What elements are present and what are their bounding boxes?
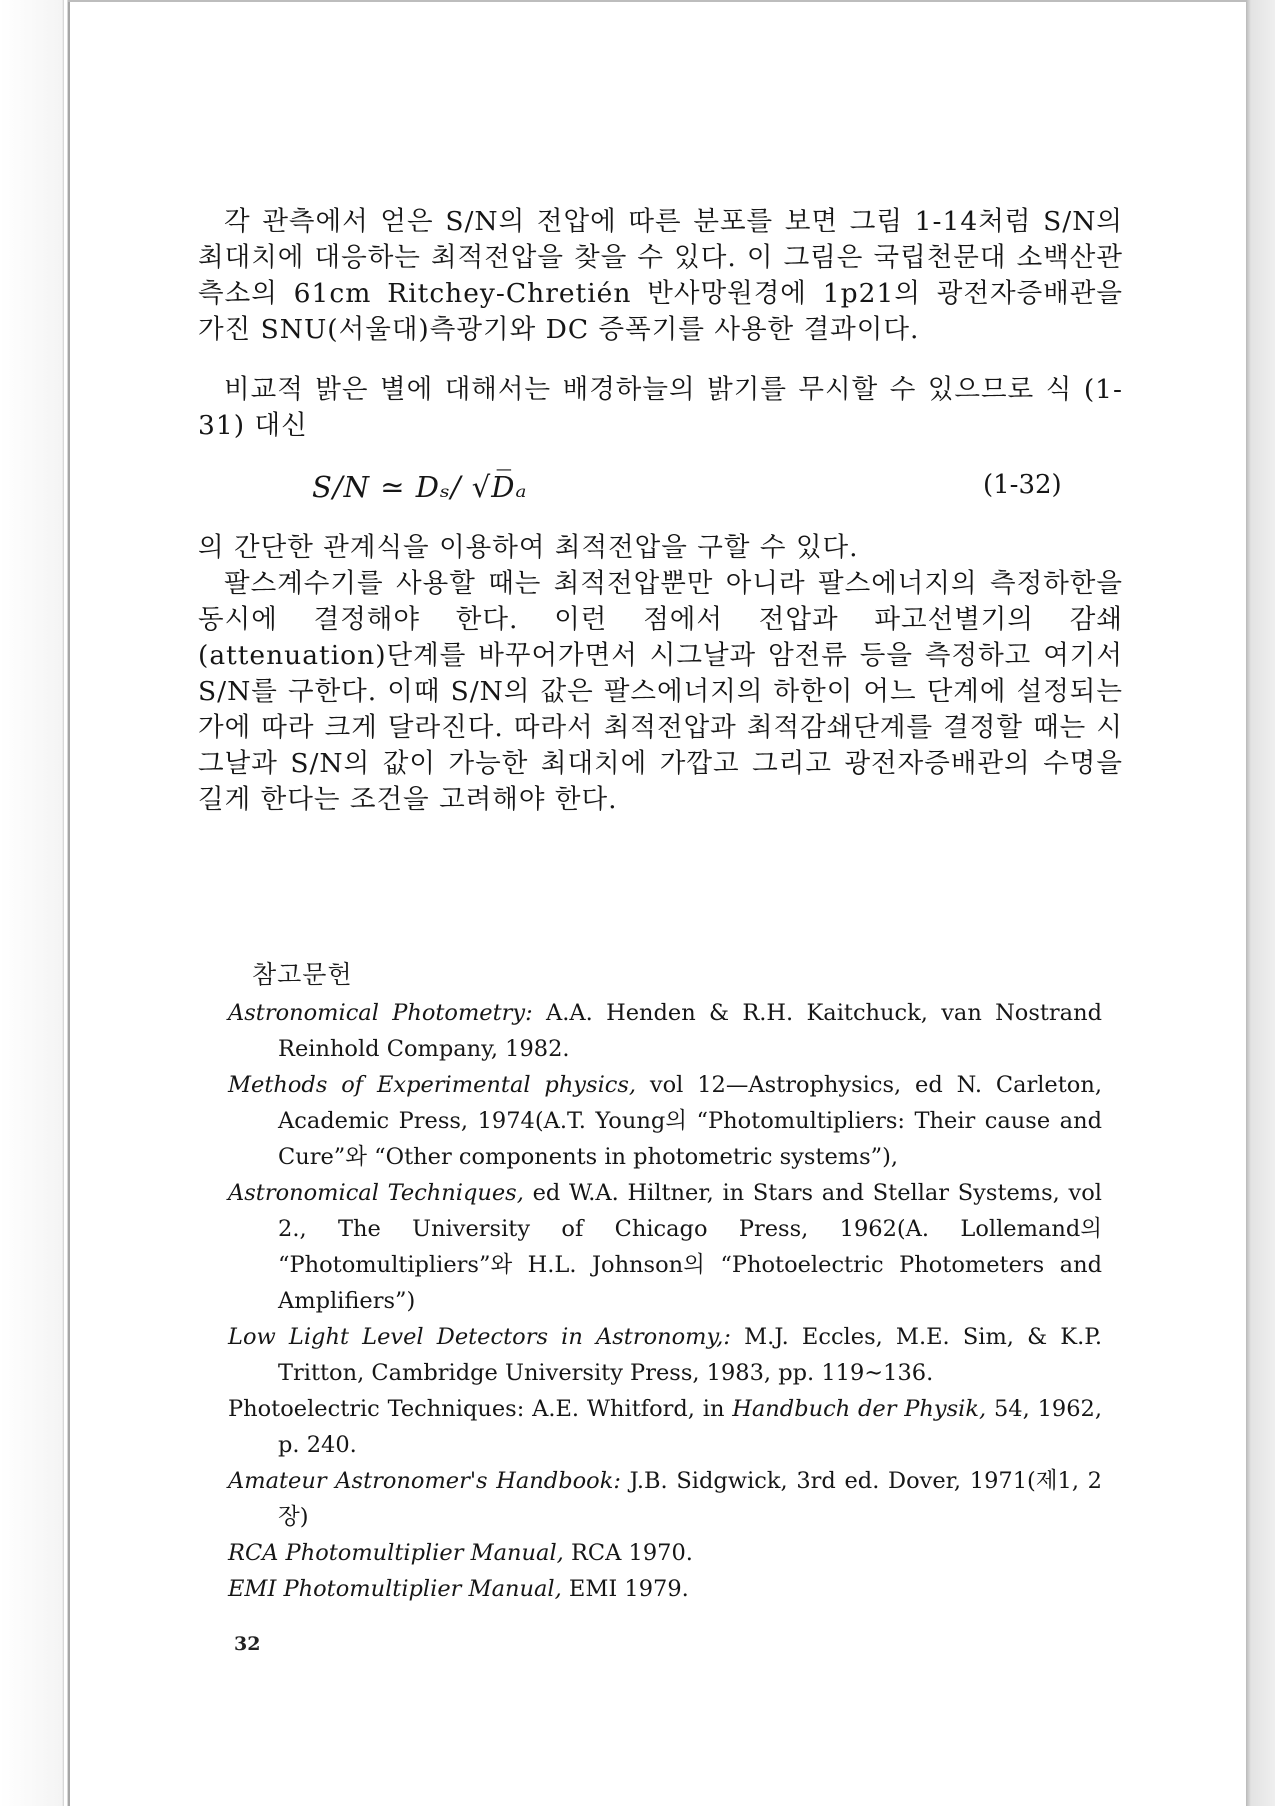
reference-title: Amateur Astronomer's Handbook: <box>228 1468 621 1494</box>
reference-title: Methods of Experimental physics, <box>228 1072 637 1098</box>
reference-title: Astronomical Photometry: <box>228 1000 533 1026</box>
body-paragraph-1: 각 관측에서 얻은 S/N의 전압에 따른 분포를 보면 그림 1-14처럼 S/N의 최대치에 대응하는 최적전압을 찾을 수 있다. 이 그림은 국립천문대 소백산관측소의 61cm Ritchey-Chretién 반사망원경에 1p21의 광전자증배관을 가진 SNU(서울대)측광기와 DC 증폭기를 사용한 결과이다. <box>198 206 1123 345</box>
reference-details: M.J. Eccles, M.E. Sim, & K.P. Tritton, Cambridge University Press, 1983, pp. 119∼136. <box>278 1324 1103 1386</box>
page-number: 32 <box>234 1633 261 1655</box>
reference-item-3 <box>228 1175 1102 1319</box>
reference-details: ed W.A. Hiltner, in Stars and Stellar Systems, vol 2., The University of Chicago Press, 1962(A. Lollemand의 “Photomultipliers”와 H.L. Johnson의 “Photoelectric Photometers and Amplifiers”) <box>278 1180 1102 1314</box>
reference-title: Handbuch der Physik, <box>732 1396 987 1422</box>
equation: S/N ≃ Dₛ/ √D̅ₐ <box>312 470 528 504</box>
reference-details: EMI 1979. <box>561 1576 689 1602</box>
viewer-background-right <box>1246 0 1275 1806</box>
reference-details: RCA 1970. <box>563 1540 693 1566</box>
references-list <box>228 995 1102 1607</box>
reference-item-7 <box>228 1535 1102 1571</box>
reference-item-5 <box>228 1391 1102 1463</box>
reference-item-8 <box>228 1571 1102 1607</box>
body-paragraph-2: 비교적 밝은 별에 대해서는 배경하늘의 밝기를 무시할 수 있으므로 식 (1-31) 대신 <box>198 374 1123 441</box>
reference-details: J.B. Sidgwick, 3rd ed. Dover, 1971(제1, 2장) <box>278 1468 1102 1530</box>
reference-details: A.A. Henden & R.H. Kaitchuck, van Nostrand Reinhold Company, 1982. <box>278 1000 1102 1062</box>
reference-title: Low Light Level Detectors in Astronomy,: <box>228 1324 731 1350</box>
reference-title: EMI Photomultiplier Manual, <box>228 1576 562 1602</box>
page-top-edge <box>68 0 1246 2</box>
reference-title: Astronomical Techniques, <box>228 1180 524 1206</box>
reference-details: vol 12—Astrophysics, ed N. Carleton, Academic Press, 1974(A.T. Young의 “Photomultipliers: Their cause and Cure”와 “Other components in photometric systems”), <box>278 1072 1102 1170</box>
reference-details: 54, 1962, p. 240. <box>278 1396 1102 1458</box>
reference-item-1 <box>228 995 1102 1067</box>
reference-item-4 <box>228 1319 1102 1391</box>
equation-number: (1-32) <box>983 470 1062 500</box>
reference-title: RCA Photomultiplier Manual, <box>228 1540 564 1566</box>
viewer-background-left <box>0 0 64 1806</box>
references-heading: 참고문헌 <box>252 960 353 989</box>
body-paragraph-3: 의 간단한 관계식을 이용하여 최적전압을 구할 수 있다. <box>198 532 859 563</box>
body-paragraph-4: 팔스계수기를 사용할 때는 최적전압뿐만 아니라 팔스에너지의 측정하한을 동시에 결정해야 한다. 이런 점에서 전압과 파고선별기의 감쇄(attenuation)단계를 바꾸어가면서 시그날과 암전류 등을 측정하고 여기서 S/N를 구한다. 이때 S/N의 값은 팔스에너지의 하한이 어느 단계에 설정되는가에 따라 크게 달라진다. 따라서 최적전압과 최적감쇄단계를 결정할 때는 시그날과 S/N의 값이 가능한 최대치에 가깝고 그리고 광전자증배관의 수명을 길게 한다는 조건을 고려해야 한다. <box>198 568 1123 815</box>
reference-item-6 <box>228 1463 1102 1535</box>
reference-item-2 <box>228 1067 1102 1175</box>
reference-prefix: Photoelectric Techniques: A.E. Whitford, in <box>228 1396 733 1422</box>
